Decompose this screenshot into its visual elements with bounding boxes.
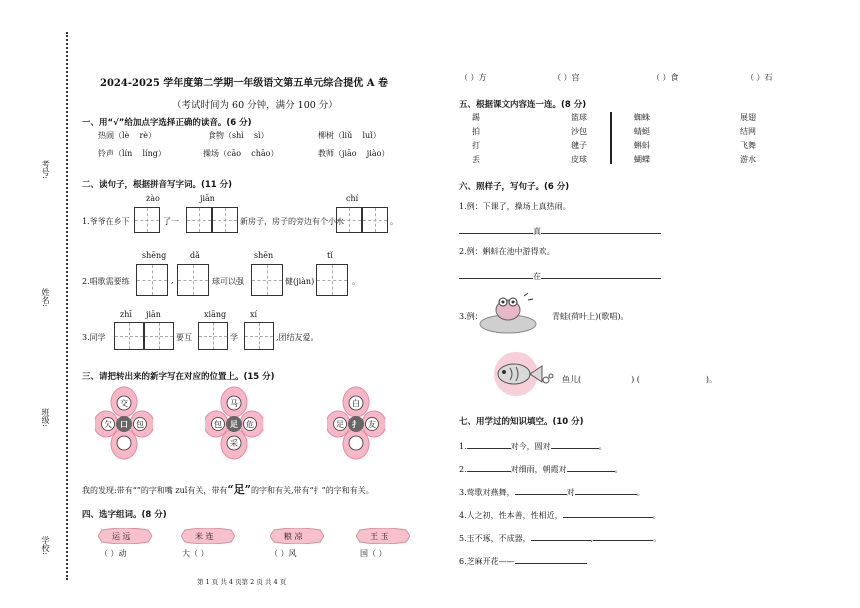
petal-left: 欠 [104,420,112,429]
s2-l1-b: 了一 [163,217,179,226]
s7-item-4[interactable]: 4.人之初，性本善，性相近， 。 [459,511,661,520]
s5-c1-2: 打 [472,141,480,150]
pair-pillow [356,528,410,544]
s5-c3-1: 蜻蜓 [634,127,650,136]
writing-box[interactable] [244,322,274,350]
s6-ex3-label: 3.例： [459,312,483,321]
s1-row2-b: 操场（cāo chāo） [203,149,279,158]
flower-3 [327,386,385,460]
class-label: 班级: [41,408,50,427]
s2-l3-b: 要互 [176,333,192,342]
pinyin: chí [346,194,359,203]
writing-box[interactable] [114,322,144,350]
s2-l3-a: 3.同学 [82,333,106,342]
exam-no-label: 考号: [41,160,50,179]
flower-1 [95,386,153,460]
flower-center: 口 [120,419,128,429]
s6-ex1: 1.例：下课了，操场上真热闹。 [459,202,571,211]
pinyin: zào [146,194,160,203]
pinyin: zhī [120,310,132,319]
s1-row1-a: 热闹（lè rè） [98,131,157,140]
flower-2 [205,386,263,460]
s4-heading: 四、选字组词。(8 分) [82,510,167,520]
page-footer: 第 1 页 共 4 页第 2 页 共 4 页 [197,578,287,586]
s5-heading: 五、根据课文内容连一连。(8 分) [459,100,587,110]
petal-right: 包 [136,420,144,429]
writing-box[interactable] [198,322,228,350]
s5-c2-2: 毽子 [571,141,587,150]
s5-c4-0: 展翅 [740,113,756,122]
s2-l1-d: 。 [390,217,398,226]
s2-l1-a: 1.爷爷在乡下 [82,217,130,226]
s6-fill1[interactable]: 真 [459,225,661,237]
s1-row2-a: 铃声（lín líng） [98,149,166,158]
name-label: 姓名: [41,288,50,307]
writing-box[interactable] [212,207,238,233]
s7-heading: 七、用学过的知识填空。(10 分) [459,417,584,427]
pair-chars: 粮 凉 [284,532,303,541]
writing-box[interactable] [177,264,209,296]
s5-c1-0: 踢 [472,113,480,122]
s6-heading: 六、照样子，写句子。(6 分) [459,182,570,192]
s7-item-1[interactable]: 1. 对今，圆对 。 [459,442,607,451]
s1-row1-c: 柳树（liǔ luǐ） [318,131,381,140]
s5-c3-0: 蜘蛛 [634,113,650,122]
s2-l2-c: 球可以强 [212,277,244,286]
pair-chars: 王 玉 [370,532,389,541]
flower-center: 足 [230,419,238,429]
s5-c1-3: 丢 [472,155,480,164]
s2-l1-c: 新房子，房子的旁边有个小水 [240,217,344,226]
pinyin: dǎ [190,251,200,260]
s2-l3-d: ,团结友爱。 [276,333,319,342]
page-title: 2024-2025 学年度第二学期一年级语文第五单元综合提优 A 卷 [100,78,389,89]
s5-c2-0: 篮球 [571,113,587,122]
petal-top: 马 [230,399,238,408]
frog-on-leaf-picture [478,290,542,336]
fish-picture [484,350,556,398]
petal-bottom: 采 [230,439,238,448]
pinyin: jiān [200,194,215,203]
writing-box[interactable] [136,264,168,296]
s4-top-blank-2[interactable]: （ ）宫 [553,73,580,82]
s1-row2-c: 教师（jiāo jiào） [318,149,390,158]
petal-right: 友 [368,420,376,429]
binding-dotted-line [66,32,68,580]
writing-box[interactable] [316,264,348,296]
s2-heading: 二、读句子，根据拼音写字词。(11 分) [82,180,233,190]
pinyin: tǐ [327,251,333,260]
s6-ex3-text: 青蛙(荷叶上)(歌唱)。 [552,312,629,321]
s2-l3-c: 学 [230,333,238,342]
petal-right: 危 [246,420,254,429]
petal-left: 足 [336,420,344,429]
s2-l2-a: 2.唱歌需要练 [82,277,130,286]
writing-box[interactable] [144,322,174,350]
s3-finding: 我的发现:带有“”的字和嘴 zuǐ有关，带有“足”的字和有关,带有“扌”的字和有关。 [82,483,374,496]
pair-chars: 运 远 [112,532,131,541]
s5-c1-1: 拍 [472,127,480,136]
s4-blank-3[interactable]: （ ）风 [270,549,297,558]
s7-item-2[interactable]: 2. 对细雨，朝霞对 。 [459,465,623,474]
s2-l2-d: 健(jiàn) [285,277,315,286]
s5-c4-2: 飞舞 [740,141,756,150]
s5-c4-1: 结网 [740,127,756,136]
s6-fish-line[interactable]: 鱼儿( ) ( )。 [562,375,718,384]
s5-c3-2: 蝌蚪 [634,141,650,150]
s1-row1-b: 食物（shì sì） [208,131,269,140]
pinyin: xí [250,310,258,319]
pair-pillow [270,528,324,544]
s5-c2-1: 沙包 [571,127,587,136]
writing-box[interactable] [362,207,388,233]
page-subtitle: （考试时间为 60 分钟，满分 100 分） [172,100,338,111]
petal-top: 交 [120,399,128,408]
s4-blank-2[interactable]: 大（ ） [182,549,209,558]
pair-pillow [98,528,152,544]
pinyin: xiāng [204,310,227,319]
s4-blank-1[interactable]: （ ）动 [100,549,127,558]
s4-top-blank-1[interactable]: （ ）方 [460,73,487,82]
s6-fill2[interactable]: 在 [459,270,661,282]
s7-item-6[interactable]: 6.芝麻开花—— [459,555,587,567]
s3-heading: 三、请把转出来的新字写在对应的位置上。(15 分) [82,372,275,382]
s1-heading: 一、用“√”给加点字选择正确的读音。(6 分) [82,118,252,128]
pinyin: shēn [254,251,274,260]
s4-blank-4[interactable]: 国（ ） [360,549,387,558]
petal-top: 白 [352,399,360,408]
match-divider [610,112,612,164]
s4-top-blank-4[interactable]: （ ）石 [746,73,773,82]
flower-center: 扌 [352,419,360,429]
s7-item-5[interactable]: 5.玉不琢，不成器， , 。 [459,534,662,543]
s5-c2-3: 皮球 [571,155,587,164]
writing-box[interactable] [134,207,160,233]
s7-item-3[interactable]: 3.莺歌对燕舞， 对 。 [459,488,645,497]
s5-c3-3: 蝴蝶 [634,155,650,164]
pair-chars: 米 连 [195,532,214,541]
s6-ex2: 2.例：蝌蚪在池中游得欢。 [459,247,555,256]
pinyin: jiān [146,310,161,319]
pinyin: shēng [142,251,167,260]
writing-box[interactable] [251,264,283,296]
school-label: 学校: [41,536,50,555]
pair-pillow [181,528,235,544]
s2-l2-b: , [171,276,174,285]
writing-box[interactable] [186,207,212,233]
s5-c4-3: 游水 [740,155,756,164]
s2-l2-e: 。 [352,277,360,286]
s4-top-blank-3[interactable]: （ ）食 [652,73,679,82]
petal-left: 包 [214,420,222,429]
